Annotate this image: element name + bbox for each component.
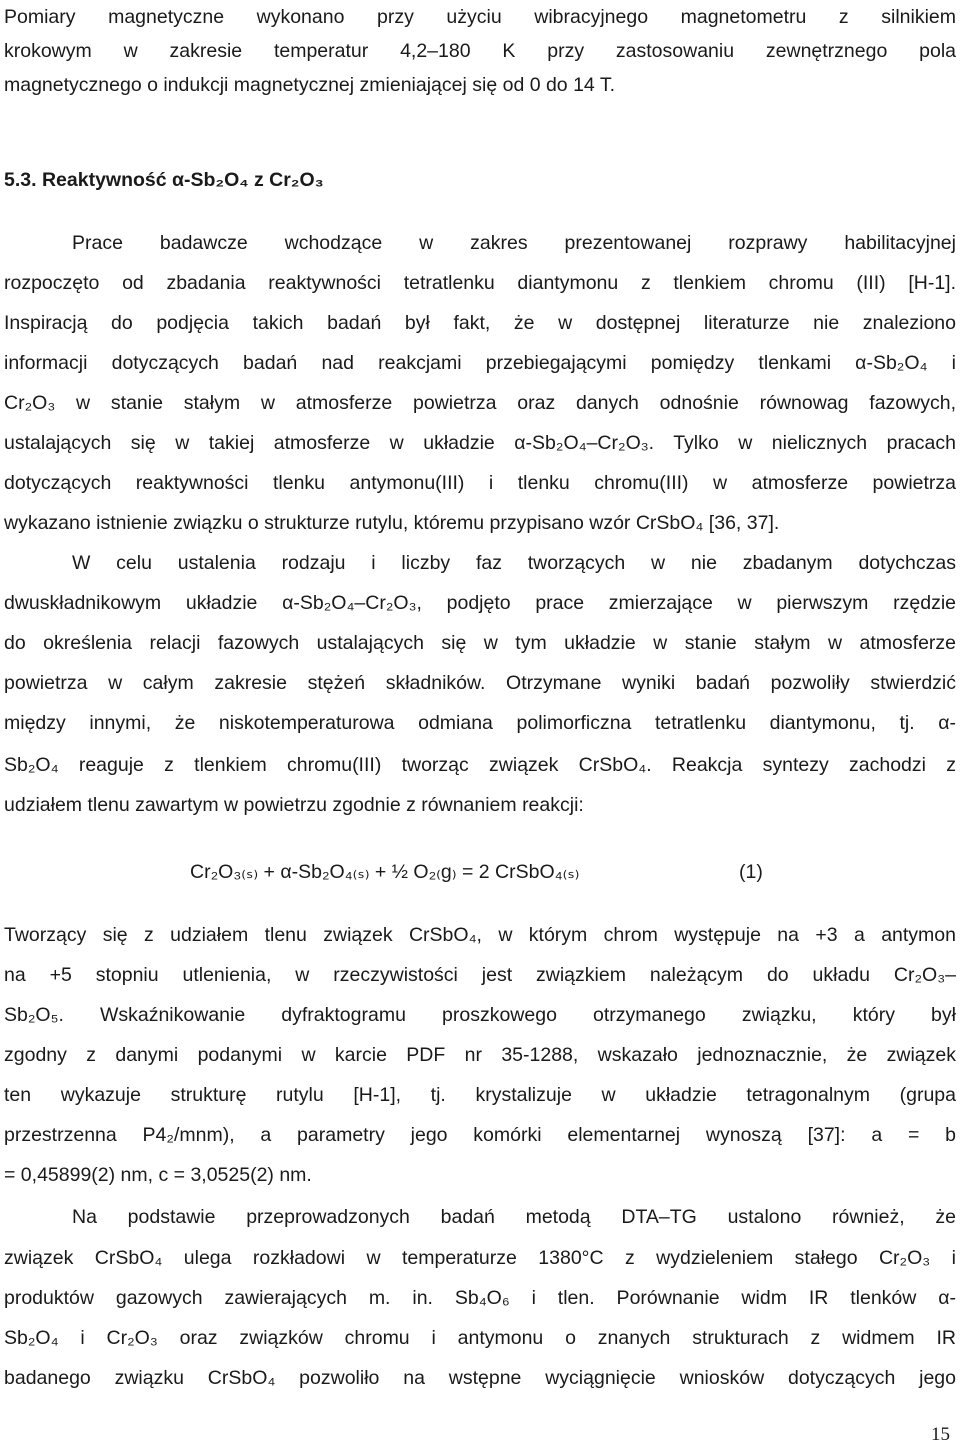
text-line: powietrza w całym zakresie stężeń składników. Otrzymane wyniki badań pozwoliły stwierdzić [4, 672, 956, 694]
text-line: informacji dotyczących badań nad reakcjami przebiegającymi pomiędzy tlenkami α-Sb₂O₄ i [4, 352, 956, 374]
text-line: Inspiracją do podjęcia takich badań był fakt, że w dostępnej literaturze nie znaleziono [4, 312, 956, 334]
text-line: związek CrSbO₄ ulega rozkładowi w temperaturze 1380°C z wydzieleniem stałego Cr₂O₃ i [4, 1247, 956, 1269]
equation-number: (1) [739, 861, 763, 883]
text-line: na +5 stopniu utlenienia, w rzeczywistości jest związkiem należącym do układu Cr₂O₃– [4, 964, 956, 986]
text-line: udziałem tlenu zawartym w powietrzu zgodnie z równaniem reakcji: [4, 794, 584, 816]
text-line: ten wykazuje strukturę rutylu [H-1], tj. krystalizuje w układzie tetragonalnym (grupa [4, 1084, 956, 1106]
text-line: Cr₂O₃ w stanie stałym w atmosferze powietrza oraz danych odnośnie równowag fazowych, [4, 392, 956, 414]
text-line: = 0,45899(2) nm, c = 3,0525(2) nm. [4, 1164, 312, 1186]
text-line: magnetycznego o indukcji magnetycznej zmieniającej się od 0 do 14 T. [4, 74, 615, 96]
text-line: przestrzenna P4₂/mnm), a parametry jego komórki elementarnej wynoszą [37]: a = b [4, 1124, 956, 1146]
text-line: do określenia relacji fazowych ustalających się w tym układzie w stanie stałym w atmosferze [4, 632, 956, 654]
text-line: wykazano istnienie związku o strukturze rutylu, któremu przypisano wzór CrSbO₄ [36, 37]. [4, 512, 780, 534]
text-line: Tworzący się z udziałem tlenu związek CrSbO₄, w którym chrom występuje na +3 a antymon [4, 924, 956, 946]
text-line: dotyczących reaktywności tlenku antymonu(III) i tlenku chromu(III) w atmosferze powietrza [4, 472, 956, 494]
text-line: Na podstawie przeprowadzonych badań metodą DTA–TG ustalono również, że [72, 1206, 956, 1228]
section-number: 5.3. [4, 169, 37, 191]
text-line: W celu ustalenia rodzaju i liczby faz tworzących w nie zbadanym dotychczas [72, 552, 956, 574]
section-title: Reaktywność α-Sb₂O₄ z Cr₂O₃ [41, 169, 324, 191]
text-line: badanego związku CrSbO₄ pozwoliło na wstępne wyciągnięcie wniosków dotyczących jego [4, 1367, 956, 1389]
section-heading [4, 160, 956, 200]
page-number: 15 [931, 1424, 950, 1445]
text-line: Sb₂O₅. Wskaźnikowanie dyfraktogramu proszkowego otrzymanego związku, który był [4, 1004, 956, 1026]
text-line: Prace badawcze wchodzące w zakres prezentowanej rozprawy habilitacyjnej [72, 232, 956, 254]
text-line: dwuskładnikowym układzie α-Sb₂O₄–Cr₂O₃, podjęto prace zmierzające w pierwszym rzędzie [4, 592, 956, 614]
text-line: produktów gazowych zawierających m. in. Sb₄O₆ i tlen. Porównanie widm IR tlenków α- [4, 1287, 956, 1309]
text-line: między innymi, że niskotemperaturowa odmiana polimorficzna tetratlenku diantymonu, tj. α- [4, 712, 956, 734]
text-line: Sb₂O₄ reaguje z tlenkiem chromu(III) tworząc związek CrSbO₄. Reakcja syntezy zachodzi z [4, 754, 956, 776]
text-line: ustalających się w takiej atmosferze w układzie α-Sb₂O₄–Cr₂O₃. Tylko w nielicznych pracach [4, 432, 956, 454]
text-line: zgodny z danymi podanymi w karcie PDF nr 35-1288, wskazało jednoznacznie, że związek [4, 1044, 956, 1066]
text-line: Pomiary magnetyczne wykonano przy użyciu wibracyjnego magnetometru z silnikiem [4, 6, 956, 28]
text-line: rozpoczęto od zbadania reaktywności tetratlenku diantymonu z tlenkiem chromu (III) [H-1]. [4, 272, 956, 294]
text-line: krokowym w zakresie temperatur 4,2–180 K przy zastosowaniu zewnętrznego pola [4, 40, 956, 62]
text-line: Sb₂O₄ i Cr₂O₃ oraz związków chromu i antymonu o znanych strukturach z widmem IR [4, 1327, 956, 1349]
reaction-equation: Cr₂O₃₍ₛ₎ + α-Sb₂O₄₍ₛ₎ + ½ O₂₍g₎ = 2 CrSbO₄₍ₛ₎ [190, 861, 580, 883]
